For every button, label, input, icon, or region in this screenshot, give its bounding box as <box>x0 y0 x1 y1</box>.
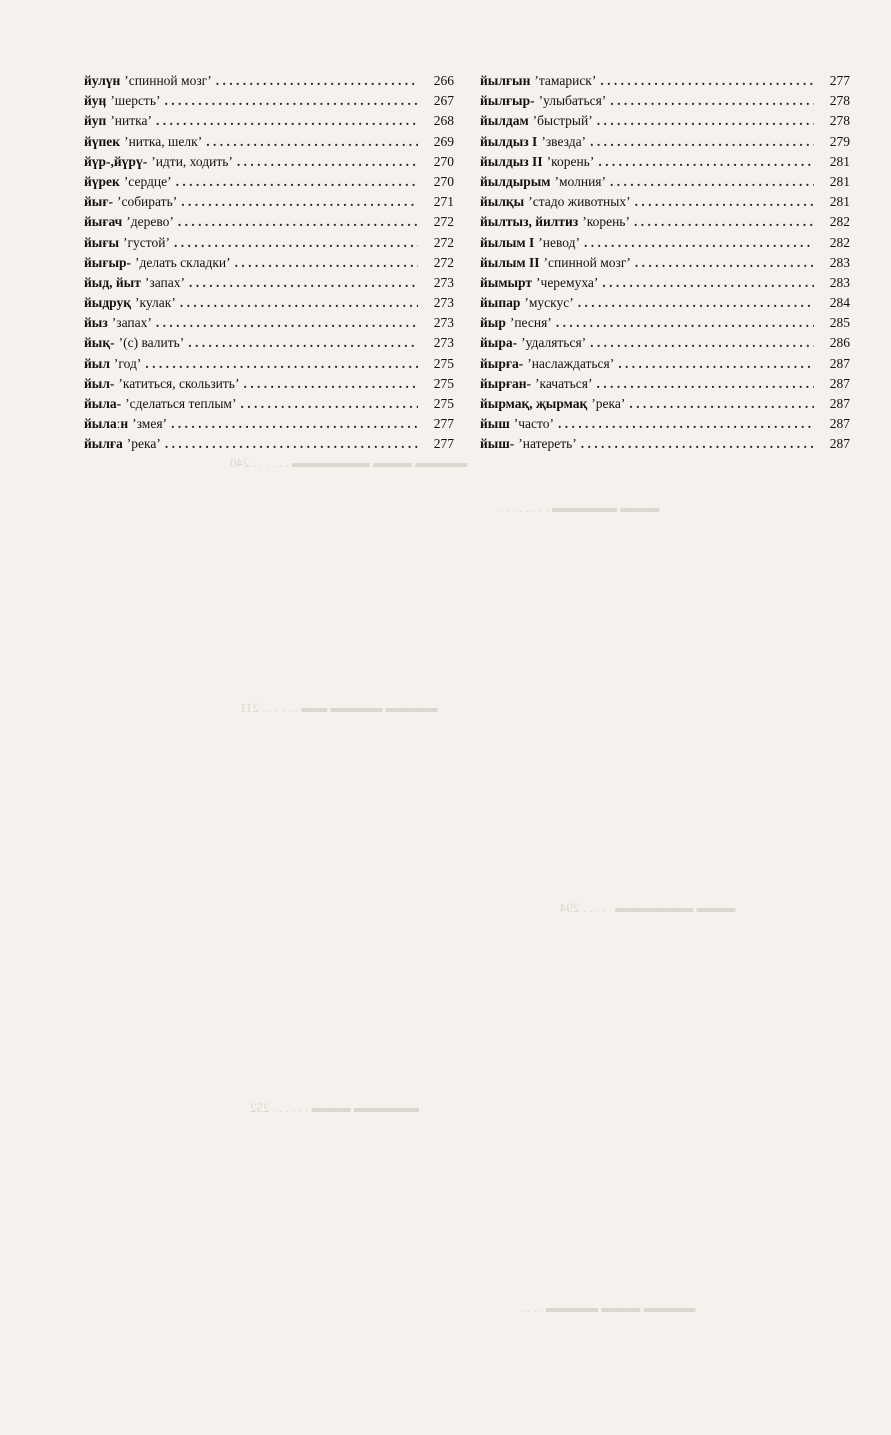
entry-gloss: ’дерево’ <box>126 214 174 230</box>
index-entry <box>84 172 454 192</box>
entry-page-number: 287 <box>829 396 850 411</box>
entry-headword: йыл <box>84 355 110 371</box>
entry-page-number: 270 <box>433 173 454 189</box>
index-entry <box>480 414 850 434</box>
entry-headword: йылдырым <box>480 173 551 189</box>
entry-page-number: 278 <box>829 113 850 129</box>
dot-leader <box>243 374 418 394</box>
dot-leader <box>189 273 418 293</box>
dot-leader <box>165 434 418 454</box>
entry-page-number: 282 <box>829 214 850 230</box>
entry-page-number: 277 <box>433 416 454 432</box>
dot-leader <box>635 192 814 212</box>
entry-page-number: 272 <box>433 234 454 250</box>
index-entry <box>84 233 454 253</box>
entry-page-number: 271 <box>433 194 454 210</box>
dot-leader <box>176 172 418 192</box>
dot-leader <box>174 233 418 253</box>
entry-page-number: 268 <box>433 113 454 129</box>
index-entry <box>480 374 850 394</box>
entry-gloss: ’нитка’ <box>110 113 152 129</box>
entry-gloss: ’невод’ <box>538 234 580 250</box>
entry-page-number: 273 <box>433 335 454 351</box>
dot-leader <box>235 253 418 273</box>
dot-leader <box>178 212 418 232</box>
dot-leader <box>600 71 814 91</box>
entry-headword: йуӊ <box>84 93 107 109</box>
dot-leader <box>206 132 418 152</box>
entry-gloss: ’качаться’ <box>534 375 593 391</box>
index-entry <box>84 192 454 212</box>
index-entry <box>480 132 850 152</box>
index-entry <box>480 111 850 131</box>
entry-headword: йыпар <box>480 295 521 311</box>
entry-headword: йығы <box>84 234 119 250</box>
left-index-column <box>84 71 454 455</box>
entry-gloss: ’год’ <box>113 355 142 371</box>
show-through-decoration: ▬▬▬▬ ▬▬▬▬ ▬▬ . . . . . . 211 <box>240 700 438 715</box>
dot-leader <box>216 71 418 91</box>
entry-headword: йығач <box>84 214 123 230</box>
index-entry <box>84 91 454 111</box>
index-entry <box>480 172 850 192</box>
entry-gloss: ’собирать’ <box>116 194 178 210</box>
entry-gloss: ’черемуха’ <box>536 274 599 290</box>
dot-leader <box>145 354 418 374</box>
index-entry <box>84 414 454 434</box>
entry-gloss: ’часто’ <box>513 416 554 432</box>
entry-gloss: ’спинной мозг’ <box>543 254 631 270</box>
index-entry <box>84 434 454 454</box>
entry-gloss: ’корень’ <box>546 153 595 169</box>
entry-page-number: 287 <box>829 436 850 452</box>
entry-page-number: 287 <box>829 416 850 432</box>
entry-gloss: ’натереть’ <box>518 436 577 452</box>
entry-headword: йылым II <box>480 254 540 270</box>
index-entry <box>84 212 454 232</box>
entry-page-number: 282 <box>829 234 850 250</box>
entry-gloss: ’делать складки’ <box>135 254 231 270</box>
entry-headword: йыдруқ <box>84 295 132 311</box>
dot-leader <box>634 212 814 232</box>
entry-page-number: 281 <box>829 194 850 210</box>
entry-page-number: 281 <box>829 153 850 169</box>
dot-leader <box>629 394 814 414</box>
entry-page-number: 272 <box>433 254 454 270</box>
show-through-decoration: ▬▬▬ ▬▬▬▬▬▬ . . . . . 294 <box>560 900 736 915</box>
entry-page-number: 266 <box>433 73 454 88</box>
entry-gloss: ’шерсть’ <box>110 93 161 109</box>
entry-gloss: ’молния’ <box>554 173 607 189</box>
index-entry <box>480 273 850 293</box>
entry-page-number: 283 <box>829 274 850 290</box>
index-entry <box>84 152 454 172</box>
entry-page-number: 267 <box>433 93 454 109</box>
show-through-decoration: ▬▬▬▬ ▬▬▬ ▬▬▬▬▬▬ . . . . . . 240 <box>230 455 468 470</box>
entry-page-number: 273 <box>433 295 454 311</box>
dot-leader <box>578 293 814 313</box>
dot-leader <box>610 172 814 192</box>
entry-page-number: 273 <box>433 315 454 331</box>
index-entry <box>84 132 454 152</box>
entry-headword: йулүн <box>84 73 121 88</box>
index-entry <box>480 71 850 91</box>
entry-page-number: 279 <box>829 133 850 149</box>
entry-page-number: 275 <box>433 375 454 391</box>
right-index-column <box>480 71 850 455</box>
entry-gloss: ’река’ <box>126 436 161 452</box>
dot-leader <box>590 132 814 152</box>
entry-gloss: ’корень’ <box>582 214 630 230</box>
entry-headword: йылтыз, йилтиз <box>480 214 579 230</box>
entry-gloss: ’мускус’ <box>524 295 574 311</box>
dot-leader <box>610 91 814 111</box>
dot-leader <box>556 313 814 333</box>
entry-page-number: 281 <box>829 173 850 189</box>
index-entry <box>84 374 454 394</box>
index-entry <box>480 354 850 374</box>
dot-leader <box>180 293 418 313</box>
index-entry <box>84 333 454 353</box>
entry-gloss: ’змея’ <box>132 416 168 432</box>
entry-page-number: 284 <box>829 295 850 311</box>
dot-leader <box>590 333 814 353</box>
entry-headword: йылым I <box>480 234 535 250</box>
index-entry <box>84 313 454 333</box>
entry-gloss: ’кулак’ <box>135 295 176 311</box>
entry-gloss: ’запах’ <box>111 315 152 331</box>
entry-headword: йылғын <box>480 73 531 88</box>
entry-page-number: 277 <box>829 73 850 88</box>
entry-gloss: ’спинной мозг’ <box>124 73 212 88</box>
dot-leader <box>596 374 814 394</box>
entry-gloss: ’река’ <box>591 396 626 411</box>
entry-headword: йылғыр- <box>480 93 535 109</box>
entry-page-number: 270 <box>433 153 454 169</box>
entry-page-number: 286 <box>829 335 850 351</box>
show-through-decoration: ▬▬▬ ▬▬▬▬▬ . . . . . . . . <box>500 500 660 515</box>
entry-headword: йуп <box>84 113 107 129</box>
entry-gloss: ’сделаться теплым’ <box>125 396 237 411</box>
entry-headword: йылға <box>84 436 123 452</box>
index-entry <box>480 253 850 273</box>
dot-leader <box>188 333 418 353</box>
show-through-decoration: ▬▬▬▬▬ ▬▬▬ . . . . . . 252 <box>250 1100 419 1115</box>
entry-page-number: 275 <box>433 396 454 411</box>
entry-headword: йылдам <box>480 113 529 129</box>
dot-leader <box>597 111 814 131</box>
entry-gloss: ’стадо животных’ <box>528 194 631 210</box>
index-entry <box>480 333 850 353</box>
dot-leader <box>156 111 418 131</box>
entry-page-number: 283 <box>829 254 850 270</box>
entry-headword: йырмақ, җырмақ <box>480 396 588 411</box>
dot-leader <box>602 273 814 293</box>
dot-leader <box>165 91 419 111</box>
dot-leader <box>237 152 418 172</box>
entry-page-number: 275 <box>433 355 454 371</box>
index-entry <box>480 293 850 313</box>
entry-gloss: ’сердце’ <box>123 173 172 189</box>
entry-page-number: 272 <box>433 214 454 230</box>
entry-headword: йылдыз II <box>480 153 543 169</box>
entry-gloss: ’быстрый’ <box>532 113 593 129</box>
index-entry <box>84 273 454 293</box>
entry-headword: йыш- <box>480 436 515 452</box>
dot-leader <box>584 233 814 253</box>
entry-gloss: ’наслаждаться’ <box>527 355 615 371</box>
entry-headword: йығыр- <box>84 254 131 270</box>
dot-leader <box>581 434 814 454</box>
entry-headword: йыла- <box>84 396 122 411</box>
entry-gloss: ’катиться, скользить’ <box>118 375 240 391</box>
entry-headword: йыр <box>480 315 506 331</box>
entry-page-number: 287 <box>829 355 850 371</box>
dot-leader <box>558 414 814 434</box>
entry-headword: йыз <box>84 315 108 331</box>
index-entry <box>480 313 850 333</box>
index-entry <box>84 71 454 91</box>
entry-page-number: 277 <box>433 436 454 452</box>
entry-headword: йыш <box>480 416 510 432</box>
entry-page-number: 269 <box>433 133 454 149</box>
entry-headword: йырға- <box>480 355 524 371</box>
index-entry <box>480 394 850 414</box>
entry-headword: йылқы <box>480 194 525 210</box>
entry-gloss: ’улыбаться’ <box>538 93 607 109</box>
entry-headword: йығ- <box>84 194 113 210</box>
index-entry <box>84 293 454 313</box>
dot-leader <box>635 253 814 273</box>
entry-gloss: ’запах’ <box>144 274 185 290</box>
dot-leader <box>240 394 418 414</box>
dot-leader <box>156 313 418 333</box>
entry-headword: йымырт <box>480 274 533 290</box>
entry-headword: йыра- <box>480 335 518 351</box>
entry-gloss: ’(с) валить’ <box>118 335 185 351</box>
index-entry <box>480 434 850 454</box>
entry-gloss: ’густой’ <box>123 234 170 250</box>
index-entry <box>84 394 454 414</box>
index-entry <box>84 354 454 374</box>
index-entry <box>84 111 454 131</box>
entry-gloss: ’песня’ <box>509 315 552 331</box>
entry-gloss: ’удаляться’ <box>521 335 587 351</box>
index-entry <box>480 192 850 212</box>
entry-headword: йүрек <box>84 173 120 189</box>
index-entry <box>480 91 850 111</box>
show-through-decoration: ▬▬▬▬ ▬▬▬ ▬▬▬▬ . . . . <box>520 1300 696 1315</box>
entry-gloss: ’звезда’ <box>541 133 587 149</box>
entry-page-number: 273 <box>433 274 454 290</box>
entry-headword: йылаːн <box>84 416 129 432</box>
entry-gloss: ’идти, ходить’ <box>151 153 233 169</box>
entry-gloss: ’нитка, шелк’ <box>124 133 203 149</box>
index-entry <box>480 212 850 232</box>
entry-page-number: 287 <box>829 375 850 391</box>
index-entry <box>480 233 850 253</box>
index-entry <box>480 152 850 172</box>
dot-leader <box>598 152 814 172</box>
entry-headword: йық- <box>84 335 115 351</box>
dot-leader <box>171 414 418 434</box>
entry-headword: йыд, йыт <box>84 274 141 290</box>
entry-gloss: ’тамариск’ <box>534 73 597 88</box>
entry-page-number: 278 <box>829 93 850 109</box>
entry-headword: йылдыз I <box>480 133 538 149</box>
dot-leader <box>181 192 418 212</box>
dot-leader <box>618 354 814 374</box>
entry-headword: йырған- <box>480 375 531 391</box>
entry-headword: йүр-,йүрү- <box>84 153 148 169</box>
index-entry <box>84 253 454 273</box>
entry-headword: йүпек <box>84 133 121 149</box>
entry-headword: йыл- <box>84 375 115 391</box>
entry-page-number: 285 <box>829 315 850 331</box>
